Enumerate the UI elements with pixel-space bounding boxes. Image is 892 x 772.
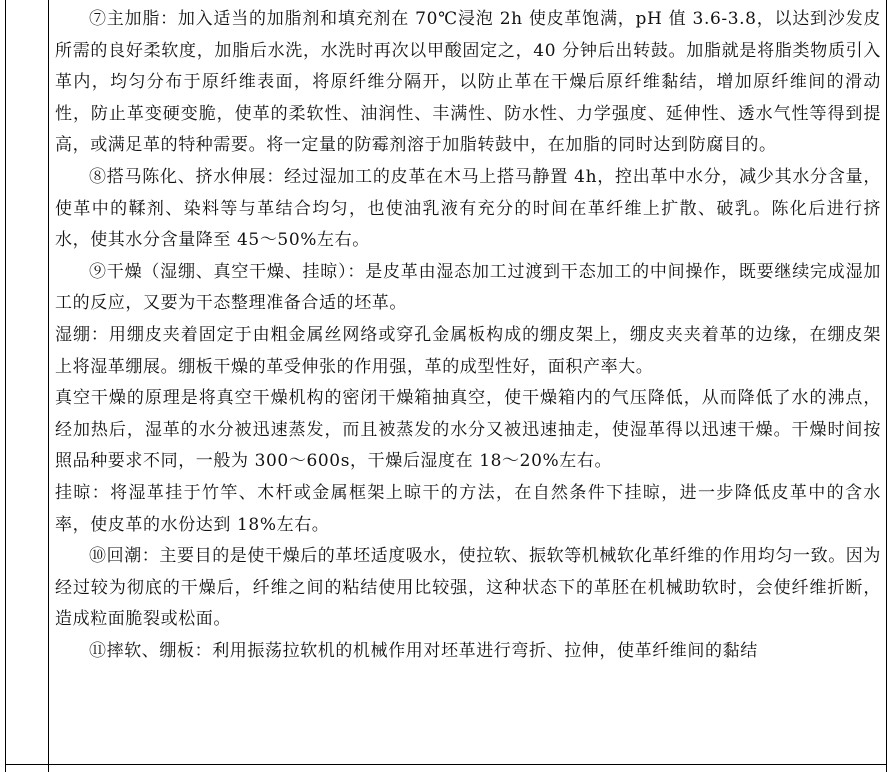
paragraph-conditioning: ⑩回潮：主要目的是使干燥后的革坯适度吸水，使拉软、振软等机械软化革纤维的作用均匀一致。因为经过较为彻底的干燥后，纤维之间的粘结使用比较强，这种状态下的革胚在机械助软时，会使纤维折断，造成粒面脆裂或松面。 (55, 546, 881, 630)
paragraph-horsing-setting-out: ⑧搭马陈化、挤水伸展：经过湿加工的皮革在木马上搭马静置 4h，控出革中水分，减少其水分含量，使革中的鞣剂、染料等与革结合均匀，也使油乳液有充分的时间在革纤维上扩散、破乳。陈化后进行挤水，使其水分含量降至 45～50%左右。 (55, 166, 881, 251)
paragraph-toggling: 湿绷：用绷皮夹着固定于由粗金属丝网络或穿孔金属板构成的绷皮架上，绷皮夹夹着革的边缘，在绷皮架上将湿革绷展。绷板干燥的革受伸张的作用强，革的成型性好，面积产率大。 (55, 324, 881, 377)
paragraph-hang-drying: 挂晾：将湿革挂于竹竿、木杆或金属框架上晾干的方法，在自然条件下挂晾，进一步降低皮革中的含水率，使皮革的水份达到 18%左右。 (55, 482, 881, 535)
paragraph-staking: ⑪摔软、绷板：利用振荡拉软机的机械作用对坯革进行弯折、拉伸，使革纤维间的黏结 (89, 640, 758, 661)
paragraph-vacuum-drying: 真空干燥的原理是将真空干燥机构的密闭干燥箱抽真空，使干燥箱内的气压降低，从而降低了水的沸点，经加热后，湿革的水分被迅速蒸发，而且被蒸发的水分又被迅速抽走，使湿革得以迅速干燥。干燥时间按照品种要求不同，一般为 300～600s，干燥后湿度在 18～20%左右。 (55, 388, 881, 472)
table-border-bottom (5, 764, 887, 765)
paragraph-fatliquoring: ⑦主加脂：加入适当的加脂剂和填充剂在 70℃浸泡 2h 使皮革饱满，pH 值 3.6-3.8，以达到沙发皮所需的良好柔软度，加脂后水洗，水洗时再次以甲酸固定之，40 分钟后出转鼓。加脂就是将脂类物质引入革内，均匀分布于原纤维表面，将原纤维分隔开，以防止革在干燥后原纤维黏结，增加原纤维间的滑动性，防止革变硬变脆，使革的柔软性、油润性、丰满性、防水性、力学强度、延伸性、透水气性等得到提高，或满足革的特种需要。将一定量的防霉剂溶于加脂转鼓中，在加脂的同时达到防腐目的。 (55, 9, 881, 156)
table-column-divider (48, 0, 49, 772)
document-body (55, 4, 881, 667)
table-border-right (886, 0, 887, 772)
paragraph-drying: ⑨干燥（湿绷、真空干燥、挂晾）：是皮革由湿态加工过渡到干态加工的中间操作，既要继续完成湿加工的反应，又要为干态整理准备合适的坯革。 (55, 261, 881, 314)
table-border-left (5, 0, 6, 772)
